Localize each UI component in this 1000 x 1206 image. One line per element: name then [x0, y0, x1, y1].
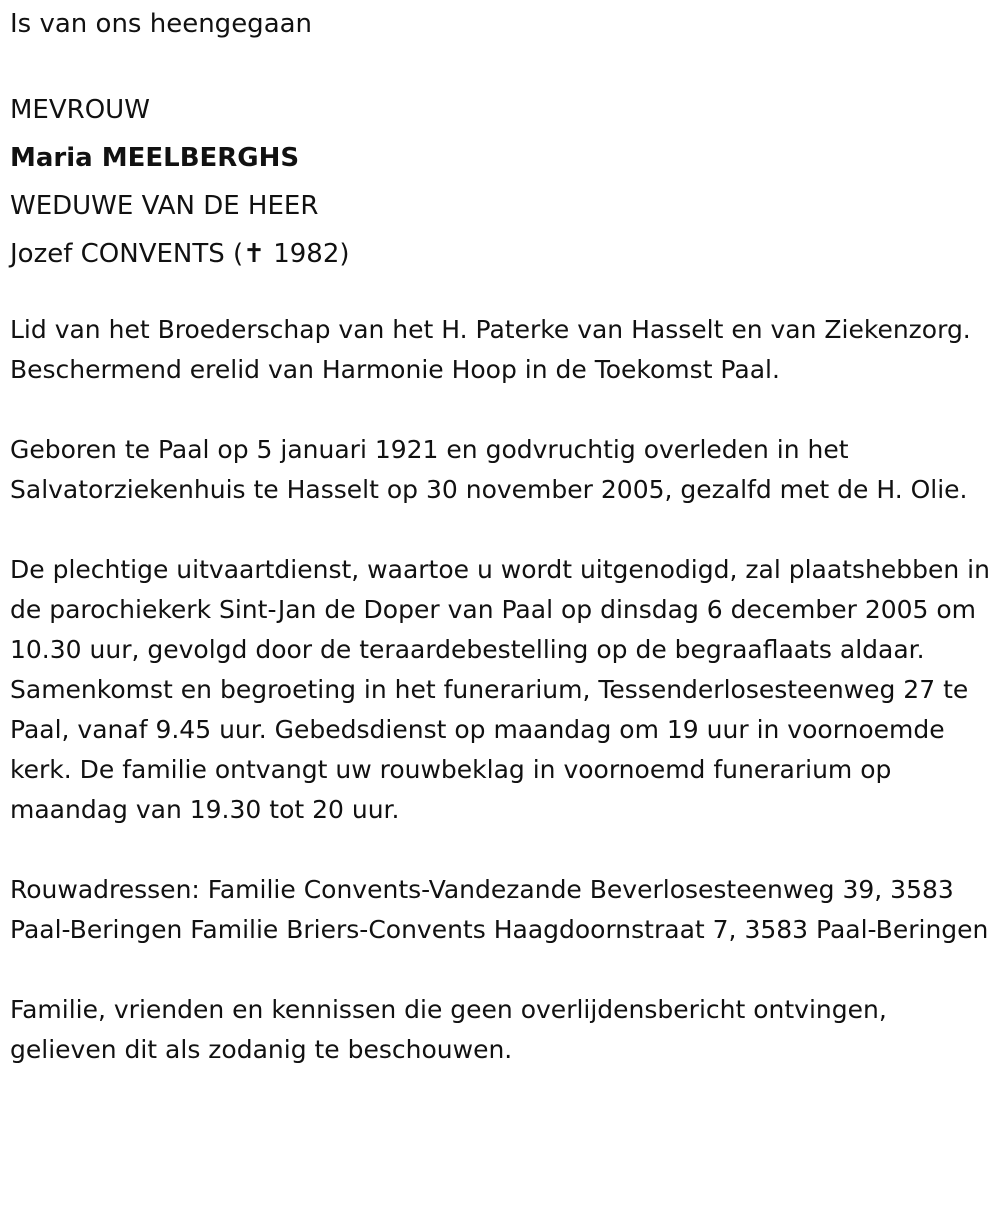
spouse-line: Jozef CONVENTS (✝ 1982) [10, 239, 350, 269]
deceased-block [10, 86, 995, 278]
intro-text: Is van ons heengegaan [10, 9, 313, 39]
birth-death-paragraph: Geboren te Paal op 5 januari 1921 en godvruchtig overleden in het Salvatorziekenhuis te Hasselt op 30 november 2005, gezalfd met de H. Olie. [10, 435, 968, 504]
deceased-name: Maria MEELBERGHS [10, 143, 300, 173]
addresses-paragraph: Rouwadressen: Familie Convents-Vandezande Beverlosesteenweg 39, 3583 Paal-Beringen Familie Briers-Convents Haagdoornstraat 7, 3583 Paal-Beringen [10, 875, 989, 944]
title-line: MEVROUW [10, 95, 150, 125]
death-notice [10, 0, 995, 1070]
relation-line: WEDUWE VAN DE HEER [10, 191, 319, 221]
membership-paragraph: Lid van het Broederschap van het H. Paterke van Hasselt en van Ziekenzorg. Beschermend erelid van Harmonie Hoop in de Toekomst Paal. [10, 315, 971, 384]
closing-paragraph: Familie, vrienden en kennissen die geen overlijdensbericht ontvingen, gelieven dit als zodanig te beschouwen. [10, 995, 887, 1064]
funeral-paragraph: De plechtige uitvaartdienst, waartoe u wordt uitgenodigd, zal plaatshebben in de parochiekerk Sint-Jan de Doper van Paal op dinsdag 6 december 2005 om 10.30 uur, gevolgd door de teraardebestelling op de begraaflaats aldaar. Samenkomst en begroeting in het funerarium, Tessenderlosesteenweg 27 te Paal, vanaf 9.45 uur. Gebedsdienst op maandag om 19 uur in voornoemde kerk. De familie ontvangt uw rouwbeklag in voornoemd funerarium op maandag van 19.30 tot 20 uur. [10, 555, 990, 824]
